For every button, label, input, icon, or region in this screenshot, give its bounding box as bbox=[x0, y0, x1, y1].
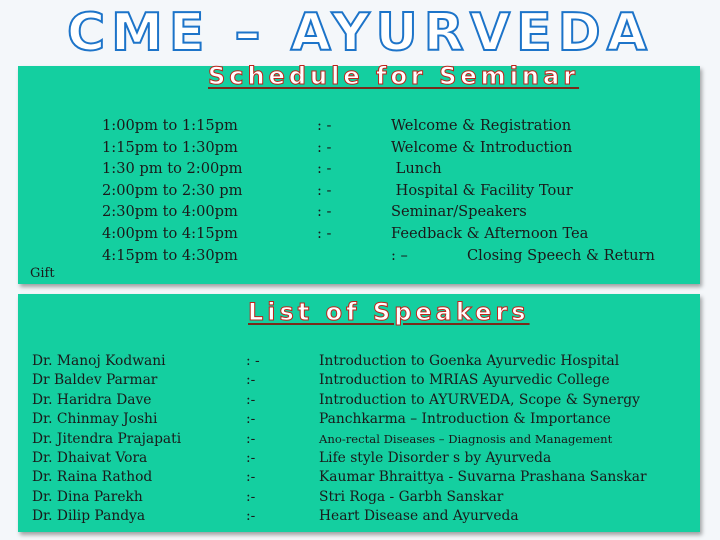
speaker-separator: :- bbox=[246, 469, 256, 486]
schedule-time: 1:15pm to 1:30pm bbox=[102, 138, 238, 156]
speaker-topic: Panchkarma – Introduction & Importance bbox=[319, 411, 611, 428]
slide-title: CME – AYURVEDA bbox=[67, 3, 653, 63]
speaker-topic: Stri Roga - Garbh Sanskar bbox=[319, 488, 504, 505]
speaker-separator: :- bbox=[246, 391, 256, 408]
schedule-separator: : - bbox=[317, 224, 332, 242]
schedule-separator: : - bbox=[317, 117, 332, 134]
schedule-separator: : - bbox=[317, 181, 332, 199]
speaker-name: Dr. Chinmay Joshi bbox=[32, 411, 158, 428]
speaker-separator: : - bbox=[246, 353, 260, 369]
schedule-time: 2:30pm to 4:00pm bbox=[102, 203, 238, 221]
schedule-trailing-text: Gift bbox=[30, 266, 55, 281]
schedule-event: Welcome & Registration bbox=[391, 117, 572, 134]
schedule-event: Feedback & Afternoon Tea bbox=[391, 224, 589, 242]
schedule-event: Seminar/Speakers bbox=[391, 203, 527, 221]
speaker-separator: :- bbox=[246, 411, 256, 428]
speaker-topic: Ano-rectal Diseases – Diagnosis and Management bbox=[319, 431, 613, 446]
speaker-topic: Life style Disorder s by Ayurveda bbox=[319, 450, 552, 467]
speaker-separator: :- bbox=[246, 430, 256, 447]
speakers-heading: List of Speakers bbox=[248, 298, 530, 326]
schedule-events bbox=[391, 115, 655, 266]
speaker-topics bbox=[319, 352, 647, 527]
speaker-separator: :- bbox=[246, 450, 256, 467]
speaker-names bbox=[32, 352, 181, 527]
schedule-times bbox=[102, 115, 242, 266]
schedule-event: Welcome & Introduction bbox=[391, 138, 573, 156]
speaker-name: Dr. Dina Parekh bbox=[32, 488, 143, 505]
speaker-name: Dr Baldev Parmar bbox=[32, 372, 158, 389]
speaker-name: Dr. Haridra Dave bbox=[32, 391, 152, 408]
speaker-separator: :- bbox=[246, 488, 256, 505]
speaker-name: Dr. Jitendra Prajapati bbox=[32, 430, 182, 447]
schedule-time: 1:30 pm to 2:00pm bbox=[102, 160, 243, 178]
speaker-name: Dr. Raina Rathod bbox=[32, 469, 153, 486]
schedule-event-closing bbox=[391, 245, 655, 267]
schedule-separator: : - bbox=[317, 160, 332, 178]
schedule-separator: : – bbox=[391, 246, 408, 264]
speaker-topic: Introduction to AYURVEDA, Scope & Synergy bbox=[319, 391, 640, 408]
speaker-name: Dr. Manoj Kodwani bbox=[32, 353, 166, 369]
speaker-name: Dr. Dhaivat Vora bbox=[32, 450, 148, 467]
schedule-time: 4:00pm to 4:15pm bbox=[102, 224, 238, 242]
speaker-separators bbox=[246, 352, 260, 527]
schedule-heading: Schedule for Seminar bbox=[208, 62, 580, 90]
schedule-separator: : - bbox=[317, 138, 332, 156]
speaker-topic: Kaumar Bhraittya - Suvarna Prashana Sanskar bbox=[319, 469, 647, 486]
schedule-time: 1:00pm to 1:15pm bbox=[102, 117, 238, 134]
schedule-time: 2:00pm to 2:30 pm bbox=[102, 181, 243, 199]
schedule-event: Closing Speech & Return bbox=[467, 246, 655, 264]
speaker-name: Dr. Dilip Pandya bbox=[32, 508, 146, 525]
schedule-event: Hospital & Facility Tour bbox=[391, 181, 573, 199]
speaker-separator: :- bbox=[246, 372, 256, 389]
speaker-topic: Introduction to MRIAS Ayurvedic College bbox=[319, 372, 610, 389]
speaker-topic: Heart Disease and Ayurveda bbox=[319, 508, 519, 525]
schedule-time: 4:15pm to 4:30pm bbox=[102, 246, 238, 264]
schedule-separator: : - bbox=[317, 203, 332, 221]
speaker-topic: Introduction to Goenka Ayurvedic Hospital bbox=[319, 353, 620, 369]
schedule-event: Lunch bbox=[391, 160, 442, 178]
speaker-separator: :- bbox=[246, 508, 256, 525]
schedule-separators bbox=[317, 115, 332, 245]
